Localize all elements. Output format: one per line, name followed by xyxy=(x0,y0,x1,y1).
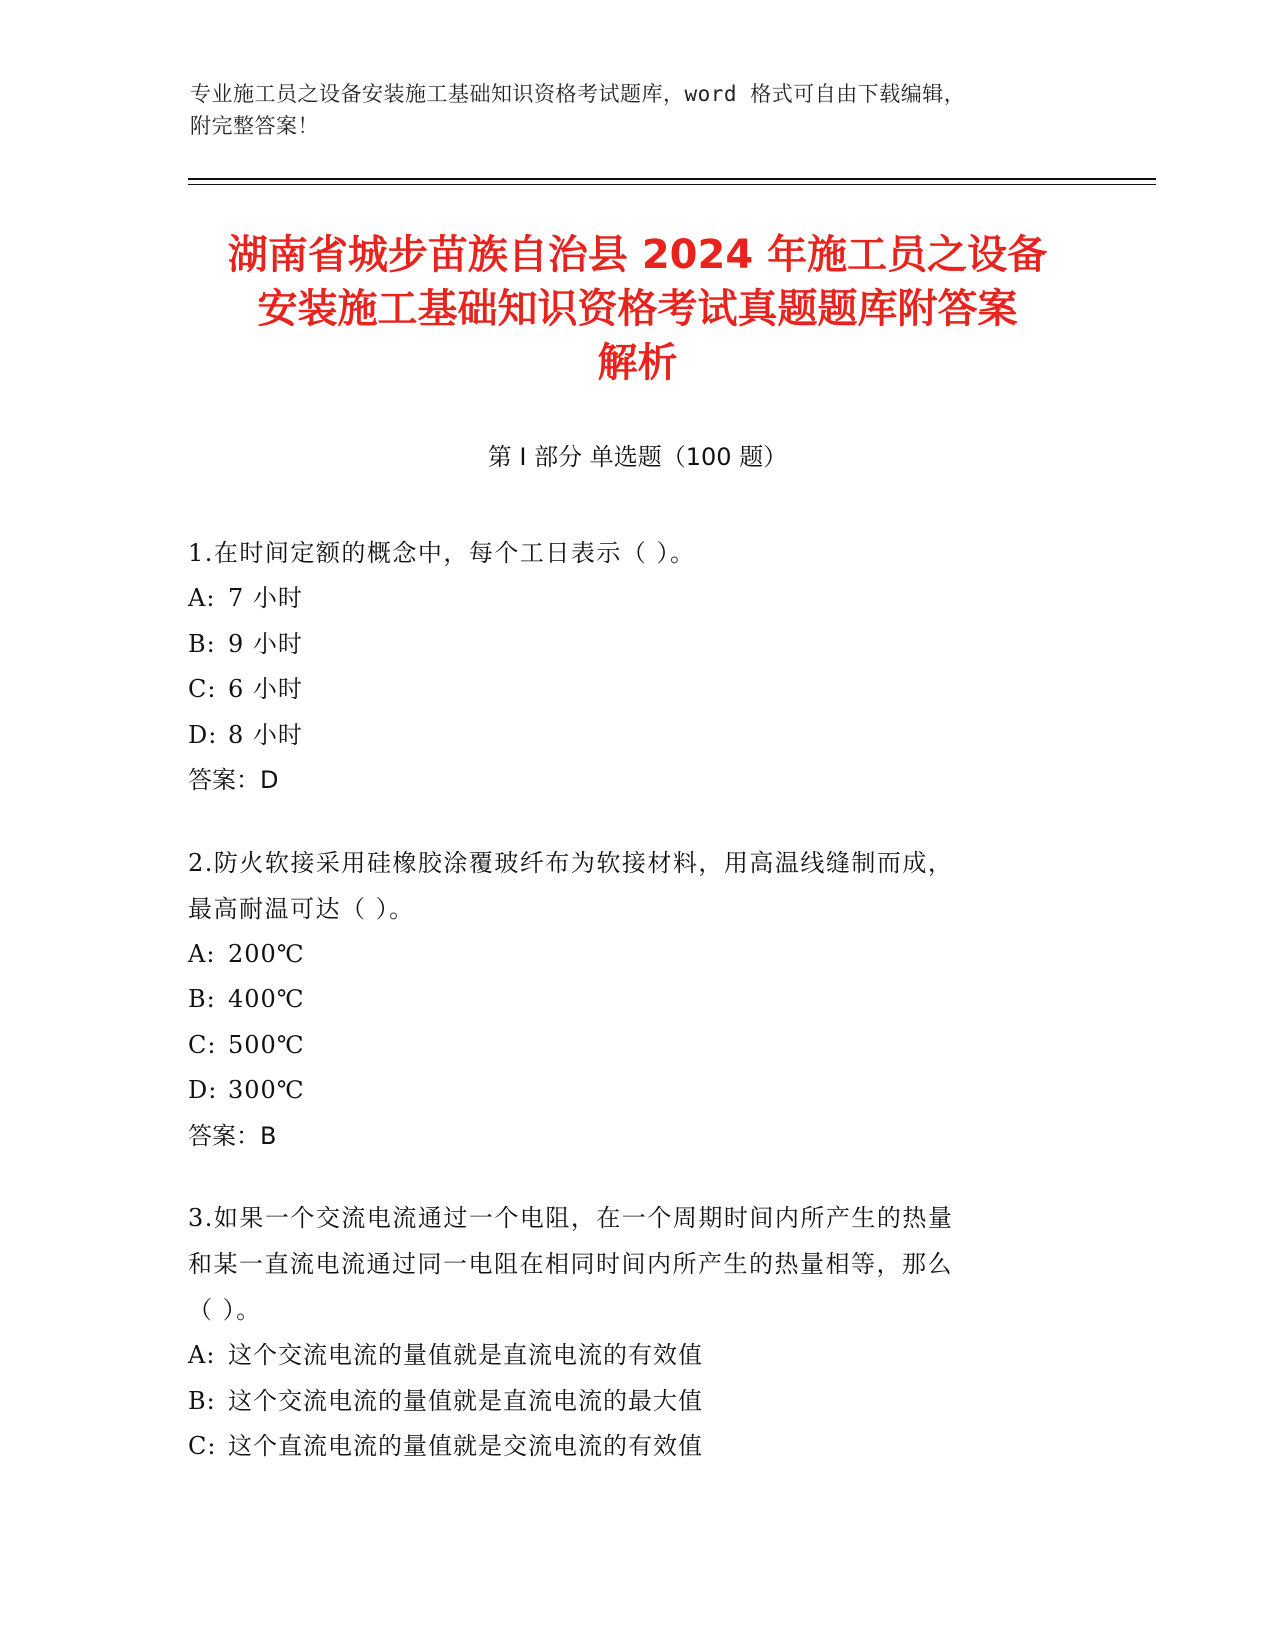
header-note-line-2: 附完整答案！ xyxy=(190,114,319,138)
option-key: D: xyxy=(188,1076,218,1104)
document-title-line-3: 解析 xyxy=(597,340,678,386)
header-note xyxy=(190,78,1090,142)
option-c xyxy=(188,1023,1088,1069)
option-b xyxy=(188,622,1088,668)
option-b xyxy=(188,1379,1088,1425)
option-key: B: xyxy=(188,985,216,1013)
option-text: 7 小时 xyxy=(228,584,303,612)
option-d xyxy=(188,1068,1088,1114)
question-stem-line-2: 最高耐温可达（ ）。 xyxy=(188,894,415,923)
option-text: 这个交流电流的量值就是直流电流的有效值 xyxy=(228,1341,703,1369)
option-text: 400℃ xyxy=(228,985,305,1013)
option-key: C: xyxy=(188,675,217,703)
option-text: 300℃ xyxy=(228,1076,305,1104)
question-stem-line-2: 和某一直流电流通过同一电阻在相同时间内所产生的热量相等，那么 xyxy=(188,1250,953,1278)
document-title-line-2: 安装施工基础知识资格考试真题题库附答案 xyxy=(257,286,1018,332)
option-key: A: xyxy=(188,1341,216,1369)
question-stem-line-3: （ ）。 xyxy=(188,1296,262,1324)
question-3 xyxy=(188,1195,1088,1470)
option-d xyxy=(188,713,1088,759)
option-a xyxy=(188,576,1088,622)
question-list xyxy=(188,530,1088,1506)
option-text: 200℃ xyxy=(228,939,305,968)
option-key: C: xyxy=(188,1432,217,1460)
header-divider-thin xyxy=(188,184,1156,185)
option-text: 9 小时 xyxy=(228,629,303,658)
option-text: 500℃ xyxy=(228,1030,305,1059)
header-divider-thick xyxy=(188,178,1156,180)
document-title-line-1: 湖南省城步苗族自治县 2024 年施工员之设备 xyxy=(227,232,1048,278)
option-text: 这个直流电流的量值就是交流电流的有效值 xyxy=(228,1432,703,1460)
question-stem-line-1: 3.如果一个交流电流通过一个电阻，在一个周期时间内所产生的热量 xyxy=(188,1204,954,1232)
answer: 答案：B xyxy=(188,1121,277,1150)
answer: 答案：D xyxy=(188,766,279,794)
question-stem: 1.在时间定额的概念中，每个工日表示（ ）。 xyxy=(188,539,696,567)
option-text: 8 小时 xyxy=(228,720,303,749)
option-b xyxy=(188,977,1088,1023)
option-key: A: xyxy=(188,939,216,968)
section-heading: 第 I 部分 单选题（100 题） xyxy=(487,443,788,471)
option-key: C: xyxy=(188,1030,217,1059)
question-stem-line-1: 2.防火软接采用硅橡胶涂覆玻纤布为软接材料，用高温线缝制而成， xyxy=(188,848,954,877)
option-text: 6 小时 xyxy=(228,675,303,703)
option-key: B: xyxy=(188,629,216,658)
option-key: A: xyxy=(188,584,216,612)
option-key: D: xyxy=(188,720,218,749)
option-c xyxy=(188,667,1088,713)
header-note-line-1: 专业施工员之设备安装施工基础知识资格考试题库，word 格式可自由下载编辑， xyxy=(190,82,966,106)
option-text: 这个交流电流的量值就是直流电流的最大值 xyxy=(228,1386,703,1415)
option-a xyxy=(188,1333,1088,1379)
question-2 xyxy=(188,840,1088,1160)
option-c xyxy=(188,1424,1088,1470)
option-a xyxy=(188,932,1088,978)
question-1 xyxy=(188,530,1088,804)
option-key: B: xyxy=(188,1386,216,1415)
document-title xyxy=(170,228,1105,390)
